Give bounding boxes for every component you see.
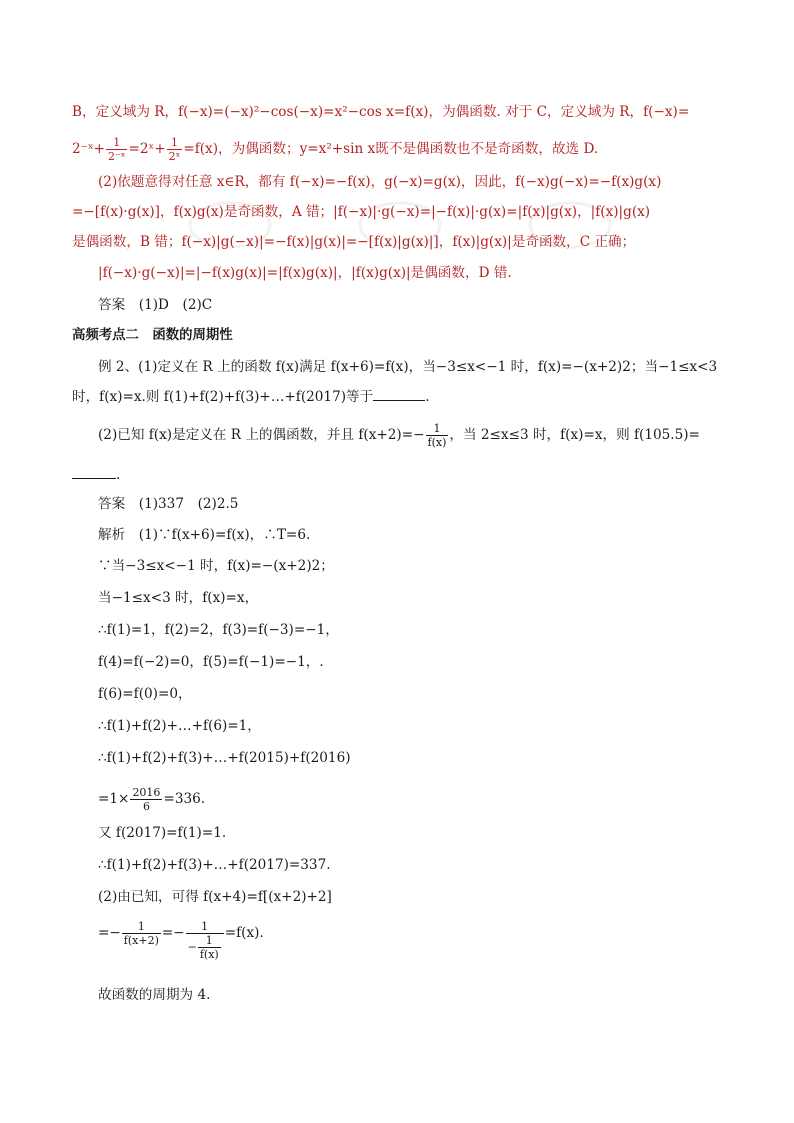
analysis-line-3: 当−1≤x<3 时，f(x)=x，	[98, 590, 259, 606]
analysis2-line-2: ∴f(1)+f(2)+f(3)+…+f(2017)=337.	[98, 857, 331, 873]
example-2-line-1: 例 2、(1)定义在 R 上的函数 f(x)满足 f(x+6)=f(x)，当−3≤x<−1 时，f(x)=−(x+2)2；当−1≤x<3	[98, 359, 718, 375]
solution-line-2-mid: =2ˣ+	[128, 141, 166, 157]
fraction-denominator: f(x)	[199, 948, 219, 961]
fraction-denominator: 2ˣ	[168, 150, 181, 163]
fraction-denominator: 2⁻ˣ	[107, 150, 126, 163]
calc-1-post: =336.	[163, 791, 206, 807]
answer-2: 答案 (1)337 (2)2.5	[98, 496, 239, 512]
fraction-numerator: 1	[106, 136, 127, 150]
example-2-line-4-end: .	[116, 467, 121, 483]
analysis-line-2: ∵当−3≤x<−1 时，f(x)=−(x+2)2；	[98, 558, 334, 574]
analysis-line-8: ∴f(1)+f(2)+f(3)+…+f(2015)+f(2016)	[98, 750, 351, 766]
example-2-line-3-post: ，当 2≤x≤3 时，f(x)=x，则 f(105.5)=	[449, 427, 700, 443]
analysis2-line-3: (2)由已知，可得 f(x+4)=f[(x+2)+2]	[98, 889, 332, 905]
solution-line-6: |f(−x)·g(−x)|=|−f(x)g(x)|=|f(x)g(x)|，|f(x)g(x)|是偶函数，D 错.	[98, 265, 512, 281]
solution-line-2	[72, 136, 598, 163]
fraction-denominator: f(x+2)	[123, 934, 159, 947]
fraction-numerator: 1	[122, 920, 161, 934]
answer-blank-1	[373, 386, 425, 401]
analysis2-line-1: 又 f(2017)=f(1)=1.	[98, 825, 227, 841]
analysis-line-4: ∴f(1)=1，f(2)=2，f(3)=f(−3)=−1，	[98, 622, 339, 638]
example-2-line-2-end: .	[425, 389, 430, 405]
solution-line-2-pre: 2⁻ˣ+	[72, 141, 105, 157]
fraction-denominator	[186, 934, 224, 961]
fraction-1-over-2-neg-x	[106, 136, 127, 163]
solution-line-1: B，定义域为 R，f(−x)=(−x)²−cos(−x)=x²−cos x=f(x)，为偶函数. 对于 C，定义域为 R，f(−x)=	[72, 104, 690, 120]
solution-line-5: 是偶函数，B 错；f(−x)|g(−x)|=−f(x)|g(x)|=−[f(x)|g(x)|]，f(x)|g(x)|是奇函数，C 正确；	[72, 234, 636, 250]
example-2-line-3	[98, 422, 700, 449]
solution-line-3: (2)依题意得对任意 x∈R，都有 f(−x)=−f(x)，g(−x)=g(x)，因此，f(−x)g(−x)=−f(x)g(x)	[98, 174, 662, 190]
analysis-line-1: 解析 (1)∵f(x+6)=f(x)，∴T=6.	[98, 527, 311, 543]
solution-line-4: =−[f(x)·g(x)]，f(x)g(x)是奇函数，A 错；|f(−x)|·g(−x)=|−f(x)|·g(x)=|f(x)|g(x)，|f(x)|g(x)	[72, 204, 651, 220]
analysis-line-5: f(4)=f(−2)=0，f(5)=f(−1)=−1，.	[98, 654, 324, 670]
fraction-2016-over-6	[130, 786, 162, 813]
fraction-numerator: 1	[426, 422, 449, 436]
analysis-line-6: f(6)=f(0)=0，	[98, 686, 192, 702]
solution-line-2-post: =f(x)，为偶函数；y=x²+sin x既不是偶函数也不是奇函数，故选 D.	[183, 141, 599, 157]
fraction-1-over-fx	[426, 422, 449, 449]
calc-line-2	[98, 920, 264, 961]
compound-fraction	[186, 920, 224, 961]
fraction-numerator: 1	[186, 920, 224, 934]
example-2-line-2-text: 时，f(x)=x.则 f(1)+f(2)+f(3)+…+f(2017)等于	[72, 389, 374, 405]
answer-1: 答案 (1)D (2)C	[98, 297, 213, 313]
fraction-1-over-2-x	[167, 136, 183, 163]
fraction-denominator: f(x)	[427, 436, 447, 449]
calc-1-pre: =1×	[98, 791, 130, 807]
example-2-line-3-pre: (2)已知 f(x)是定义在 R 上的偶函数，并且 f(x+2)=−	[98, 427, 425, 443]
inner-fraction-1-over-fx	[198, 934, 221, 961]
fraction-numerator: 1	[198, 934, 221, 948]
example-2-line-2	[72, 386, 430, 407]
section-title: 高频考点二 函数的周期性	[72, 328, 233, 343]
fraction-1-over-fx-plus-2	[122, 920, 161, 947]
conclusion: 故函数的周期为 4.	[98, 987, 211, 1003]
calc-2-pre: =−	[98, 925, 121, 941]
fraction-denominator: 6	[142, 800, 150, 813]
inner-negative-sign: −	[187, 940, 197, 954]
calc-2-post: =f(x).	[224, 925, 264, 941]
calc-2-mid: =−	[161, 925, 185, 941]
analysis-line-7: ∴f(1)+f(2)+…+f(6)=1，	[98, 718, 261, 734]
calc-line-1	[98, 786, 205, 813]
fraction-numerator: 2016	[132, 786, 161, 799]
example-2-line-4	[72, 464, 120, 485]
answer-blank-2	[72, 464, 116, 479]
fraction-numerator: 1	[167, 136, 183, 150]
